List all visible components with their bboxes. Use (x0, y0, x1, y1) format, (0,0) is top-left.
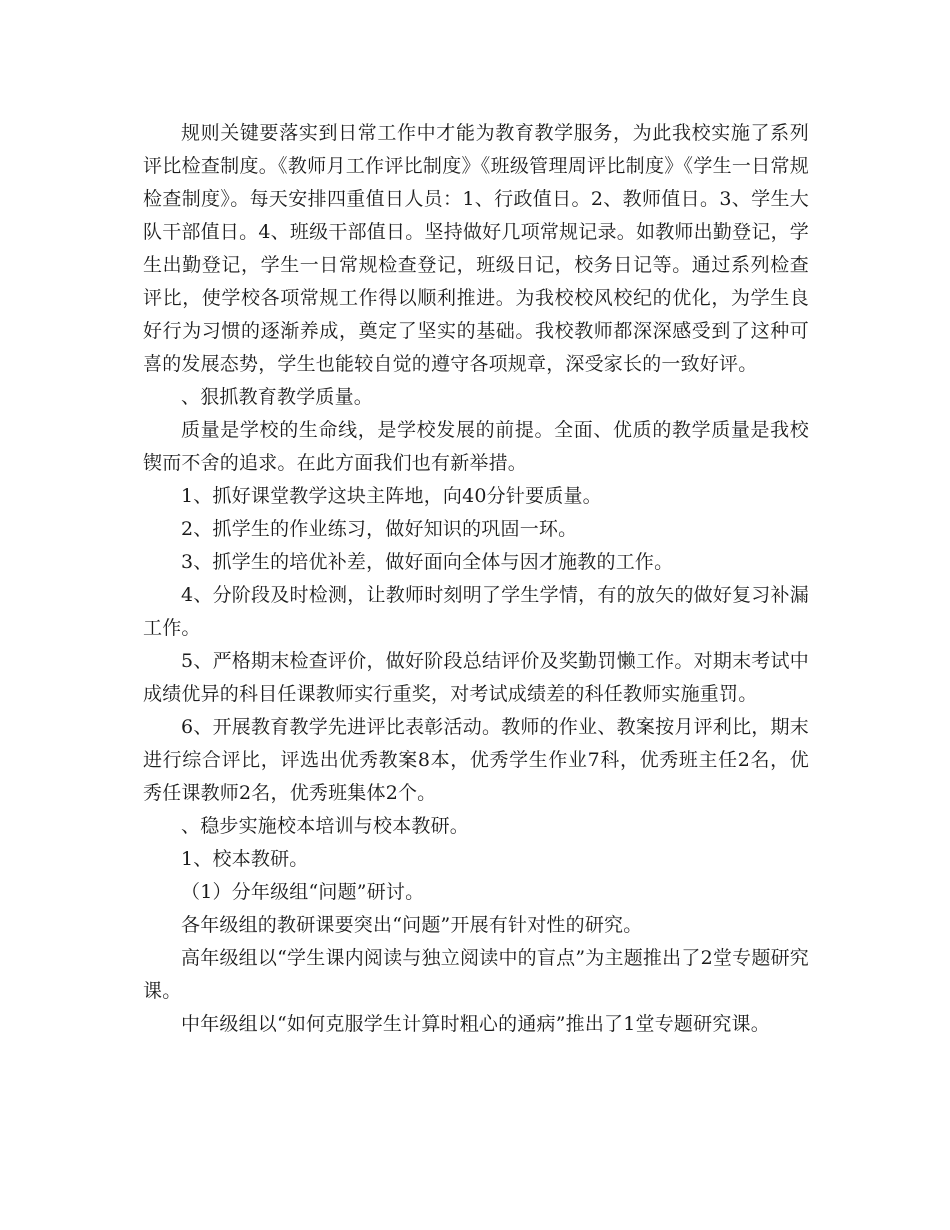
paragraph-quality-lifeline: 质量是学校的生命线，是学校发展的前提。全面、优质的教学质量是我校锲而不舍的追求。在此方面我们也有新举措。 (143, 419, 809, 474)
list-item-classroom-teaching: 1、抓好课堂教学这块主阵地，向40分针要质量。 (181, 485, 602, 507)
list-item-homework-practice: 2、抓学生的作业练习，做好知识的巩固一环。 (181, 518, 578, 540)
heading-teaching-quality: 、狠抓教育教学质量。 (181, 386, 374, 408)
subheading-grade-problem-discussion: （1）分年级组“问题”研讨。 (181, 881, 425, 903)
list-item-awards: 6、开展教育教学先进评比表彰活动。教师的作业、教案按月评利比，期末进行综合评比，评选出优秀教案8本，优秀学生作业7科，优秀班主任2名，优秀任课教师2名，优秀班集体2个。 (143, 716, 809, 804)
paragraph-rules-check-system: 规则关键要落实到日常工作中才能为教育教学服务，为此我校实施了系列评比检查制度。《教师月工作评比制度》《班级管理周评比制度》《学生一日常规检查制度》。每天安排四重值日人员：1、行政值日。2、教师值日。3、学生大队干部值日。4、班级干部值日。坚持做好几项常规记录。如教师出勤登记，学生出勤登记，学生一日常规检查登记，班级日记，校务日记等。通过系列检查评比，使学校各项常规工作得以顺利推进。为我校校风校纪的优化，为学生良好行为习惯的逐渐养成，奠定了坚实的基础。我校教师都深深感受到了这种可喜的发展态势，学生也能较自觉的遵守各项规章，深受家长的一致好评。 (143, 122, 809, 375)
list-item-tutoring: 3、抓学生的培优补差，做好面向全体与因才施教的工作。 (181, 551, 674, 573)
list-item-stage-testing: 4、分阶段及时检测，让教师时刻明了学生学情，有的放矢的做好复习补漏工作。 (143, 584, 809, 639)
list-item-final-evaluation: 5、严格期末检查评价，做好阶段总结评价及奖勤罚懒工作。对期末考试中成绩优异的科目任课教师实行重奖，对考试成绩差的科任教师实施重罚。 (143, 650, 809, 705)
heading-school-training: 、稳步实施校本培训与校本教研。 (181, 815, 470, 837)
paragraph-middle-grade: 中年级组以“如何克服学生计算时粗心的通病”推出了1堂专题研究课。 (181, 1013, 770, 1035)
document-page (143, 117, 809, 1041)
paragraph-senior-grade: 高年级组以“学生课内阅读与独立阅读中的盲点”为主题推出了2堂专题研究课。 (143, 947, 809, 1002)
paragraph-grade-research: 各年级组的教研课要突出“问题”开展有针对性的研究。 (181, 914, 643, 936)
subheading-school-research: 1、校本教研。 (181, 848, 309, 870)
